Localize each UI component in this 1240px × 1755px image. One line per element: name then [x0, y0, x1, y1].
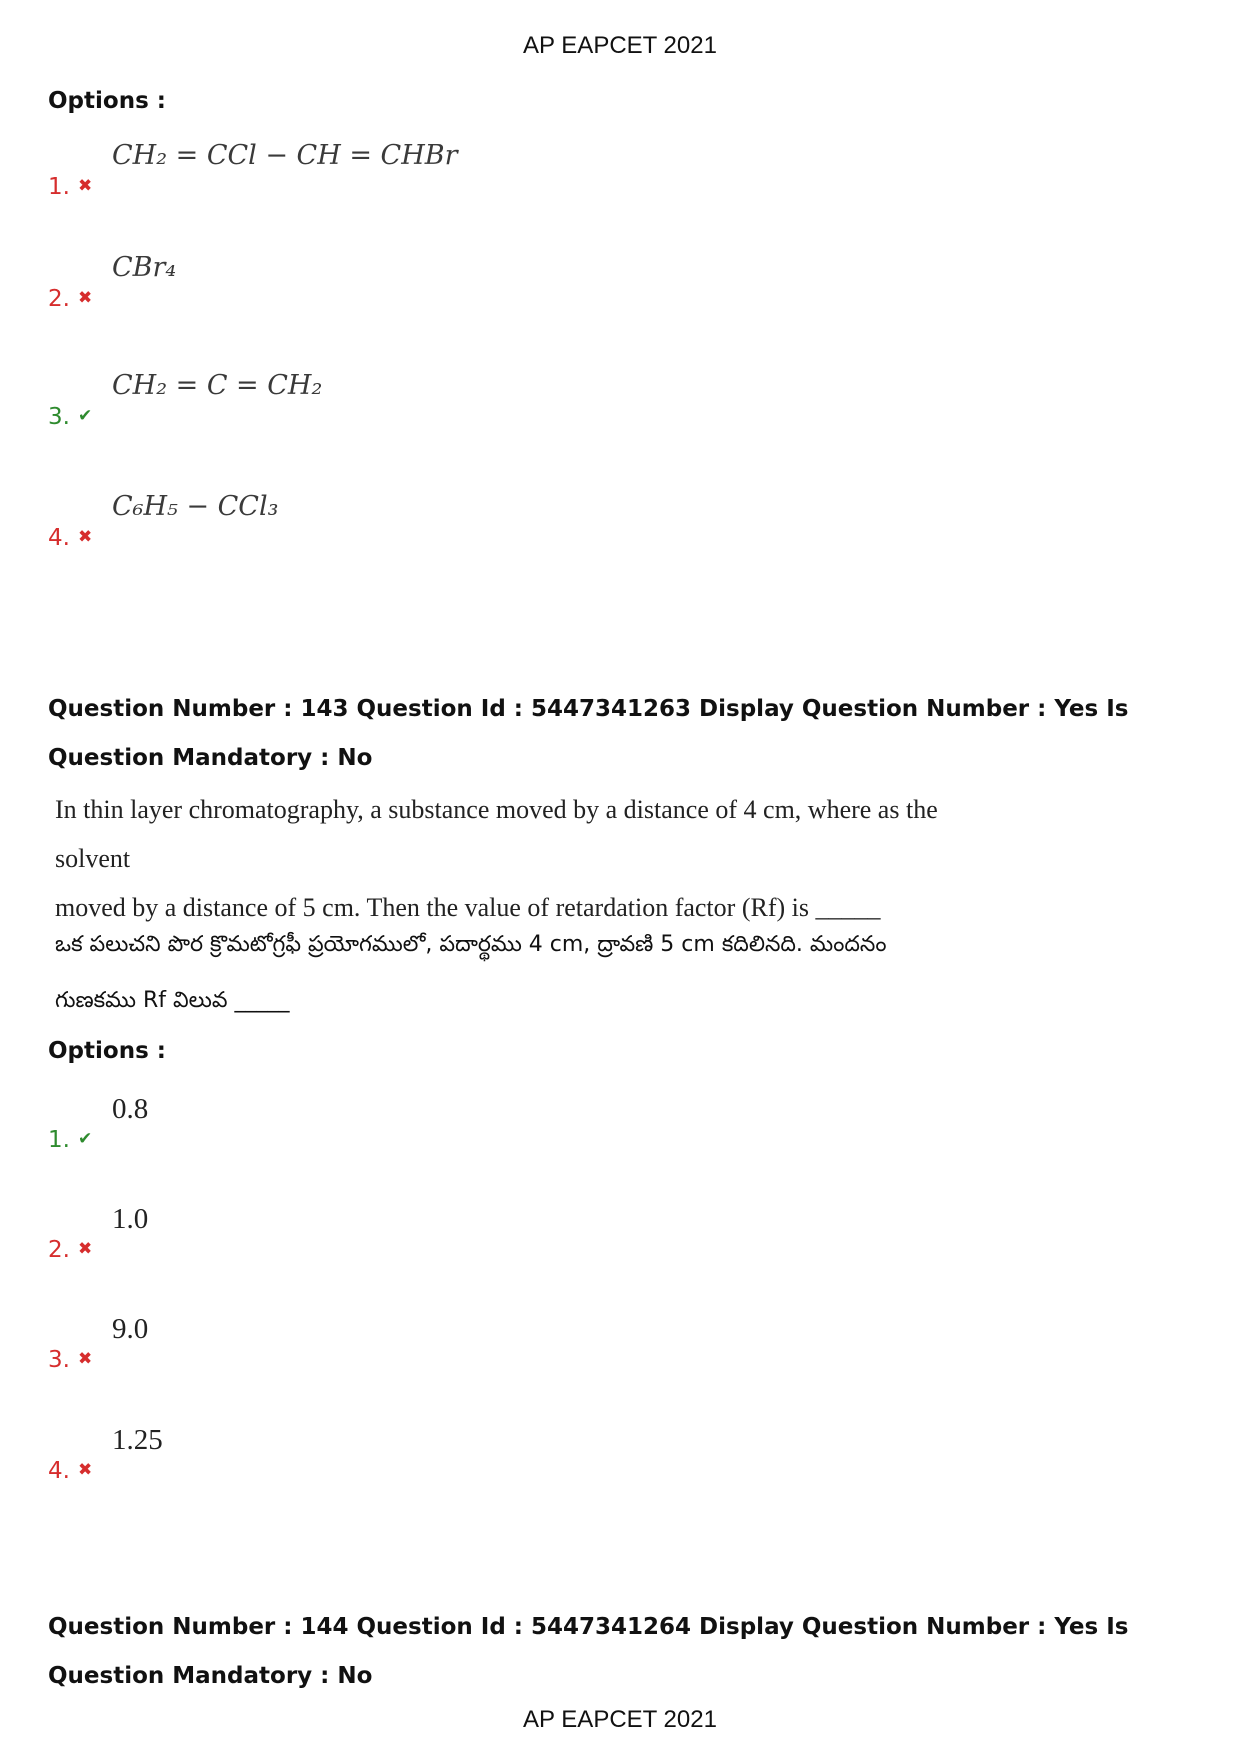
option-number: 3. [48, 1347, 70, 1373]
question-text-en [55, 785, 955, 932]
option-text: CH₂ = CCl − CH = CHBr [112, 140, 458, 171]
option-4 [48, 491, 948, 551]
options-label: Options : [48, 1038, 166, 1064]
option-2 [48, 252, 948, 312]
option-3 [48, 1313, 948, 1373]
wrong-icon: ✖ [78, 176, 93, 196]
check-icon: ✔ [78, 1129, 93, 1149]
option-2 [48, 1203, 948, 1263]
option-number: 3. [48, 404, 70, 430]
question-text-en-line1: In thin layer chromatography, a substance moved by a distance of 4 cm, where as the solvent [55, 795, 938, 873]
question-text-te [55, 917, 955, 1029]
wrong-icon: ✖ [78, 527, 93, 547]
option-3 [48, 370, 948, 430]
option-number: 1. [48, 1127, 70, 1153]
page-header: AP EAPCET 2021 [523, 32, 717, 59]
option-number: 4. [48, 525, 70, 551]
question-text-te-line2: గుణకము Rf విలువ _____ [55, 988, 290, 1013]
wrong-icon: ✖ [78, 1460, 93, 1480]
option-text: 9.0 [112, 1313, 149, 1345]
options-label: Options : [48, 88, 166, 114]
option-1 [48, 1093, 948, 1153]
question-header-143: Question Number : 143 Question Id : 5447341263 Display Question Number : Yes Is Question Mandatory : No [48, 696, 1129, 771]
option-text: CBr₄ [112, 252, 177, 283]
wrong-icon: ✖ [78, 1239, 93, 1259]
question-header-144: Question Number : 144 Question Id : 5447341264 Display Question Number : Yes Is Question Mandatory : No [48, 1614, 1129, 1689]
option-number: 2. [48, 286, 70, 312]
option-4 [48, 1424, 948, 1484]
question-text-te-line1: ఒక పలుచని పొర క్రొమటోగ్రఫీ ప్రయోగములో, పదార్థము 4 cm, ద్రావణి 5 cm కదిలినది. మందనం [55, 932, 887, 957]
option-text: 1.0 [112, 1203, 149, 1235]
wrong-icon: ✖ [78, 288, 93, 308]
option-text: 0.8 [112, 1093, 149, 1125]
option-text: CH₂ = C = CH₂ [112, 370, 323, 401]
question-text-en-line2: moved by a distance of 5 cm. Then the value of retardation factor (Rf) is _____ [55, 893, 881, 922]
option-1 [48, 140, 948, 200]
page-footer: AP EAPCET 2021 [523, 1706, 717, 1733]
option-text: 1.25 [112, 1424, 163, 1456]
wrong-icon: ✖ [78, 1349, 93, 1369]
check-icon: ✔ [78, 406, 93, 426]
option-text: C₆H₅ − CCl₃ [112, 491, 279, 522]
option-number: 1. [48, 174, 70, 200]
option-number: 2. [48, 1237, 70, 1263]
option-number: 4. [48, 1458, 70, 1484]
